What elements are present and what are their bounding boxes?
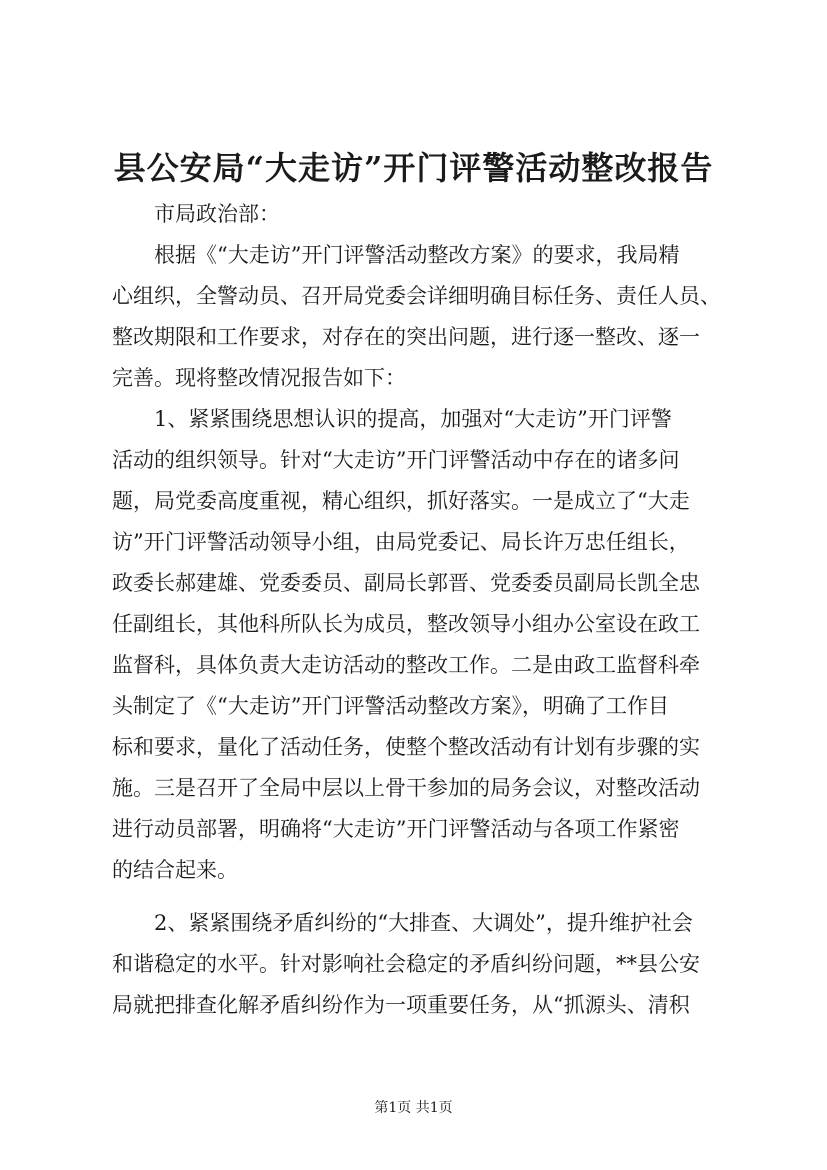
paragraph-line: 完善。现将整改情况报告如下：	[112, 366, 406, 390]
paragraph-line: 整改期限和工作要求，对存在的突出问题，进行逐一整改、逐一	[112, 325, 700, 349]
document-title: 县公安局“大走访”开门评警活动整改报告	[113, 149, 714, 187]
paragraph-line: 和谐稳定的水平。针对影响社会稳定的矛盾纠纷问题，**县公安	[112, 952, 700, 976]
page-number-footer: 第1页 共1页	[374, 1100, 453, 1116]
paragraph-line: 题，局党委高度重视，精心组织，抓好落实。一是成立了“大走	[112, 489, 690, 513]
document-body	[112, 194, 720, 1026]
paragraph-gap	[112, 891, 720, 903]
paragraph-line: 标和要求，量化了活动任务，使整个整改活动有计划有步骤的实	[112, 735, 700, 759]
paragraph-line: 活动的组织领导。针对“大走访”开门评警活动中存在的诸多问	[112, 448, 680, 472]
paragraph-line: 政委长郝建雄、党委委员、副局长郭晋、党委委员副局长凯全忠	[112, 571, 700, 595]
paragraph-line: 进行动员部署，明确将“大走访”开门评警活动与各项工作紧密	[112, 817, 680, 841]
salutation-line: 市局政治部：	[112, 202, 280, 226]
paragraph-line: 的结合起来。	[112, 858, 238, 882]
paragraph-line: 头制定了《“大走访”开门评警活动整改方案》，明确了工作目	[112, 694, 669, 718]
paragraph-line: 施。三是召开了全局中层以上骨干参加的局务会议，对整改活动	[112, 776, 700, 800]
paragraph-line: 1、紧紧围绕思想认识的提高，加强对“大走访”开门评警	[112, 407, 672, 431]
paragraph-line: 局就把排查化解矛盾纠纷作为一项重要任务，从“抓源头、清积	[112, 993, 690, 1017]
paragraph-line: 2、紧紧围绕矛盾纠纷的“大排查、大调处”，提升维护社会	[112, 911, 693, 935]
paragraph-line: 根据《“大走访”开门评警活动整改方案》的要求，我局精	[112, 243, 680, 267]
paragraph-line: 任副组长，其他科所队长为成员，整改领导小组办公室设在政工	[112, 612, 700, 636]
paragraph-line: 心组织，全警动员、召开局党委会详细明确目标任务、责任人员、	[112, 284, 721, 308]
paragraph-line: 访”开门评警活动领导小组，由局党委记、局长许万忠任组长，	[112, 530, 690, 554]
paragraph-line: 监督科，具体负责大走访活动的整改工作。二是由政工监督科牵	[112, 653, 700, 677]
